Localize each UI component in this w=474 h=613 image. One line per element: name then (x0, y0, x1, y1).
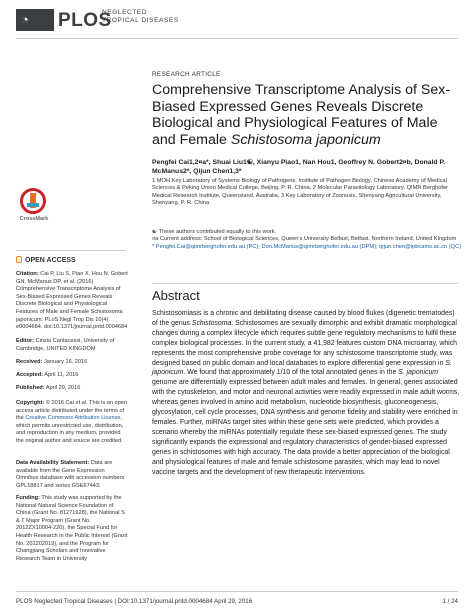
article-title (152, 82, 462, 148)
accepted-block (16, 372, 128, 380)
abstract-text-4: genome are differentially expressed between adult males and females. In general, genes associated with the cytoskeleton, and motor and neuronal activities were readily expressed in male adult worms, whereas genes involved in amino acid metabolism, nucleotide biosynthesis, gluconeogenesis, glycosylation, cell cycle processes, DNA synthesis and genome fidelity and stability were enriched in females. Further, miRNAs target sites within these gene sets were predicted, which provides a scenario whereby the miRNAs potentially regulate these sex-biased expressed genes. The study significantly expands the expressional and regulatory characteristics of gender-biased expressed genes in schistosomes with high accuracy. The data provide a better appreciation of the biological and physiological features of male and female schistosome parasites, which may lead to novel vaccine targets and the development of new therapeutic interventions. (152, 379, 460, 476)
author-notes (152, 229, 462, 251)
open-access-badge (16, 256, 76, 264)
copyright-text-2: , which permits unrestricted use, distribution, and reproduction in any medium, provided the original author and source are credited. (16, 415, 124, 444)
crossmark-label: CrossMark (19, 216, 49, 222)
open-lock-icon (16, 256, 22, 263)
title-text: Comprehensive Transcriptome Analysis of Sex-Biased Expressed Genes Reveals Discrete Biological and Physiological Features of Male and Female (152, 82, 451, 148)
abstract-body (152, 309, 462, 477)
abstract-italic-1: Schistosoma (191, 319, 232, 327)
crossmark-icon (20, 188, 46, 214)
published-block (16, 385, 128, 393)
footer-divider (16, 591, 458, 592)
author-list: Pengfei Cai1,2¤a*, Shuai Liu1☯, Xianyu Piao1, Nan Hou1, Geoffrey N. Gobert2¤b, Donald P. McManus2*, Qijun Chen1,3* (152, 159, 446, 175)
plos-logo-mark-icon: ◔ (21, 12, 29, 27)
header-divider (16, 38, 458, 39)
published-date: April 29, 2016 (45, 385, 81, 391)
abstract-text-1: Schistosomiasis is a chronic and debilitating disease caused by blood flukes (digenetic trematodes) of the genus (152, 310, 455, 327)
abstract-divider (152, 283, 458, 284)
plos-wordmark: PLOS (58, 10, 112, 31)
accepted-label: Accepted: (16, 372, 44, 378)
received-date: January 16, 2016 (44, 359, 88, 365)
citation-block (16, 271, 128, 332)
data-availability-block (16, 460, 128, 490)
citation-label: Citation: (16, 271, 39, 277)
article-type: RESEARCH ARTICLE (152, 71, 221, 78)
abstract-text-3: . We found that approximately 1/10 of the total annotated genes in the (183, 369, 399, 377)
journal-name-line1: NEGLECTED (102, 9, 148, 16)
open-access-label: OPEN ACCESS (25, 257, 76, 264)
journal-name-line2: TROPICAL DISEASES (102, 17, 179, 24)
data-availability-text: Data are available from the Gene Expression Omnibus database with accession numbers GPL18817 and series GSE67443. (16, 460, 125, 489)
editor-text: Cinzia Cantacessi, University of Cambridge, UNITED KINGDOM (16, 338, 115, 352)
affiliations: 1 MOH Key Laboratory of Systems Biology of Pathogens, Institute of Pathogen Biology, Chinese Academy of Medical Sciences & Peking Union Medical College, Beijing, P. R. China, 2 Molecular Parasitology Laboratory, QIMR Berghofer Medical Research Institute, Queensland, Australia, 3 Key Laboratory of Zoonosis, Shenyang Agricultural University, Shenyang, P. R. China (152, 178, 449, 207)
abstract-text-2: . Schistosomes are sexually dimorphic and exhibit dramatic morphological changes during a complex lifecycle which requires subtle gene regulatory mechanisms to fulfil these complex biological processes. In the current study, a 41,982 features custom DNA microarray, which represents the most comprehensive probe coverage for any schistosome transcriptome study, was designed based on public domain and local databases to explore differential gene expression in (152, 319, 457, 367)
page-number: 1 / 24 (442, 598, 458, 605)
copyright-label: Copyright: (16, 400, 45, 406)
correspondence-emails[interactable]: * Pengfei.Cai@qimrberghofer.edu.au (PC); Don.McManus@qimrberghofer.edu.au (DPM); qijun.chen@ipbcams.ac.cn (QC) (152, 243, 462, 250)
plos-logo (16, 9, 54, 31)
funding-label: Funding: (16, 495, 40, 501)
copyright-text-1: © 2016 Cai et al. This is an open access article distributed under the terms of the (16, 400, 127, 422)
cc-license-link[interactable]: Creative Commons Attribution License (25, 415, 121, 422)
published-label: Published: (16, 385, 45, 391)
citation-text: Cai P, Liu S, Piao X, Hou N, Gobert GN, McManus DP, et al. (2016) Comprehensive Transcriptome Analysis of Sex-Biased Expressed Genes Reveals Discrete Biological and Physiological Features of Male and Female Schistosoma japonicum. PLoS Negl Trop Dis 10(4): e0004684. doi:10.1371/journal.pntd.0004684 (16, 271, 128, 331)
abstract-italic-3: S. japonicum (398, 369, 439, 377)
received-block (16, 359, 128, 367)
sidebar-divider (16, 250, 126, 251)
funding-block (16, 495, 128, 563)
editor-block (16, 338, 128, 353)
abstract-italic-2: S. japonicum (152, 359, 452, 377)
title-species: Schistosoma japonicum (230, 131, 381, 148)
accepted-date: April 11, 2016 (44, 372, 79, 378)
data-availability-label: Data Availability Statement: (16, 460, 90, 466)
funding-text: This study was supported by the National Natural Science Foundation of China (Grant No. 81271928), the National S & T Major Program (Grant No. 2012ZX10004-220), the Special Fund for Health Research in the Public Interest (Grant No. 201202019), and the Program for Changjiang Scholars and Innovative Research Team in University (16, 495, 128, 562)
journal-name (102, 9, 192, 25)
abstract-heading: Abstract (152, 288, 200, 303)
editor-label: Editor: (16, 338, 35, 344)
copyright-block (16, 400, 128, 446)
crossmark-badge[interactable] (18, 188, 50, 222)
footer-citation: PLOS Neglected Tropical Diseases | DOI:10.1371/journal.pntd.0004684 April 29, 2016 (16, 598, 253, 605)
received-label: Received: (16, 359, 43, 365)
equal-contribution-note: ☯ These authors contributed equally to this work. (152, 229, 277, 235)
current-address-note: ¤a Current address: School of Biological Sciences, Queen's University Belfast, Belfast, Northern Ireland, United Kingdom (152, 236, 457, 243)
